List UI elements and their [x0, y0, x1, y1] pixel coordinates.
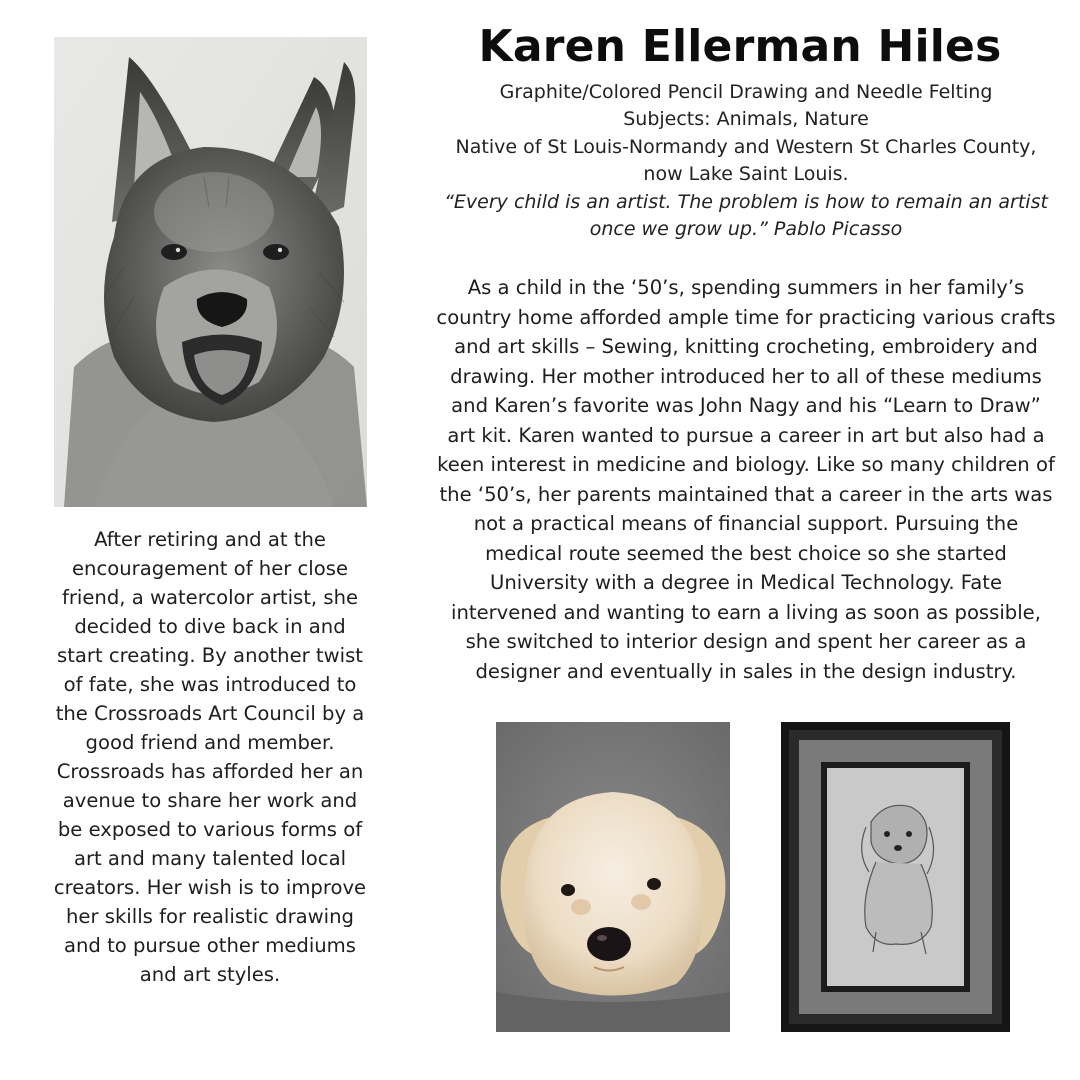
biography-right-paragraph: As a child in the ‘50’s, spending summers in her family’s country home afforded ample time for practicing various crafts and art skills – Sewing, knitting crocheting, embroidery and drawing. Her mother introduced her to all of these mediums and Karen’s favorite was John Nagy and his “Learn to Draw” art kit. Karen wanted to pursue a career in art but also had a keen interest in medicine and biology. Like so many children of the ‘50’s, her parents maintained that a career in the arts was not a practical means of financial support. Pursuing the medical route seemed the best choice so she started University with a degree in Medical Technology. Fate intervened and wanting to earn a living as soon as possible, she switched to interior design and spent her career as a designer and eventually in sales in the design industry. — [436, 276, 1056, 683]
artist-medium: Graphite/Colored Pencil Drawing and Needle Felting — [499, 81, 993, 103]
needle-felted-dog-image — [496, 722, 730, 1032]
quote-line-1: “Every child is an artist. The problem is how to remain an artist — [444, 190, 1048, 213]
needle-felted-dog-graphic — [496, 722, 730, 1032]
artist-name-heading: Karen Ellerman Hiles — [478, 21, 1002, 72]
artist-native-line-1: Native of St Louis-Normandy and Western St Charles County, — [455, 135, 1037, 158]
german-shepherd-drawing-graphic — [54, 37, 367, 507]
artist-native-line-2: now Lake Saint Louis. — [643, 163, 849, 186]
framed-dog-drawing-image — [781, 722, 1010, 1032]
german-shepherd-drawing-image — [54, 37, 367, 507]
framed-dog-drawing-graphic — [781, 722, 1010, 1032]
artist-details — [436, 79, 1056, 243]
biography-left-paragraph: After retiring and at the encouragement of her close friend, a watercolor artist, she decided to dive back in and start creating. By another twist of fate, she was introduced to the Crossroads Art Council by a good friend and member. Crossroads has afforded her an avenue to share her work and be exposed to various forms of art and many talented local creators. Her wish is to improve her skills for realistic drawing and to pursue other mediums and art styles. — [53, 528, 367, 986]
quote-line-2: once we grow up.” Pablo Picasso — [589, 218, 903, 241]
artist-subjects: Subjects: Animals, Nature — [623, 108, 869, 131]
